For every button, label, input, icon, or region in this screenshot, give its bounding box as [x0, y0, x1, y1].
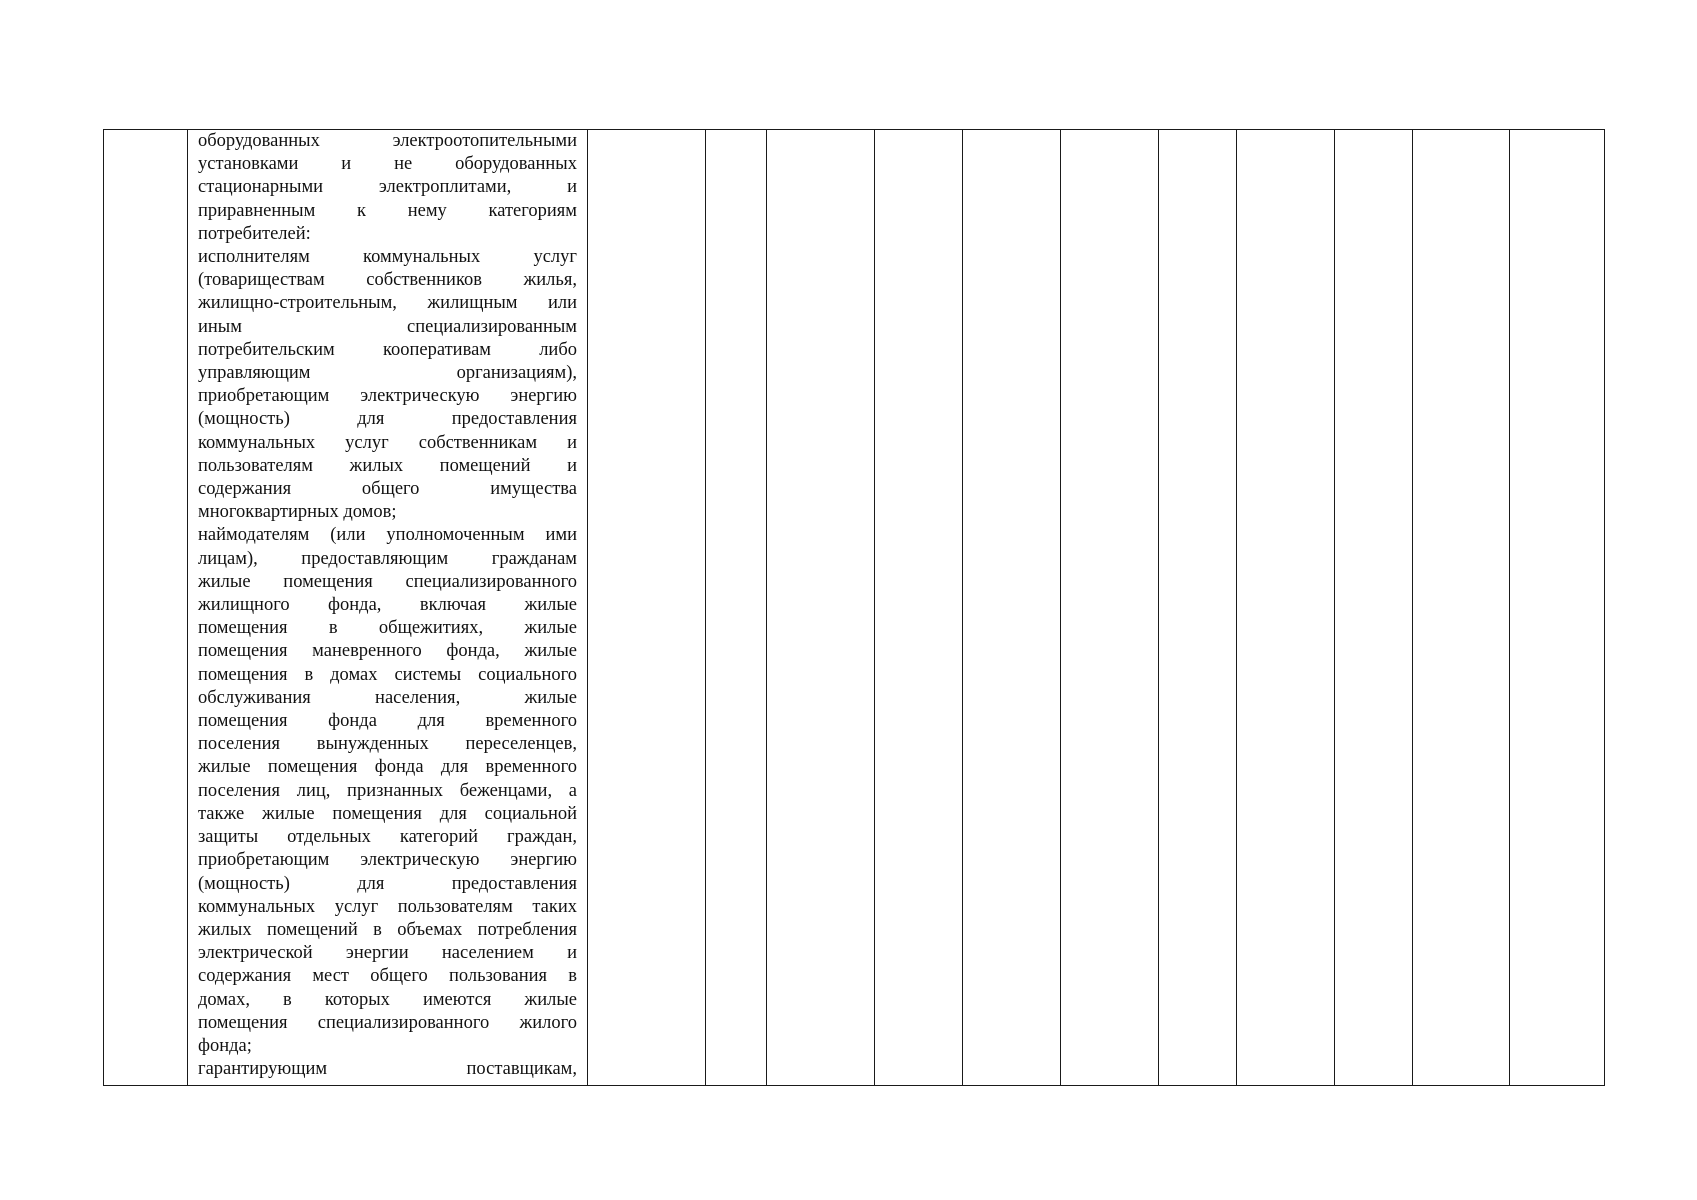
description-line: приобретающим электрическую энергию: [198, 850, 577, 871]
value-cell-5: [963, 130, 1061, 1086]
description-line: поселения вынужденных переселенцев,: [198, 734, 577, 755]
description-line: иным специализированным: [198, 316, 577, 337]
description-line: (товариществам собственников жилья,: [198, 270, 577, 291]
description-line: потребителей:: [198, 223, 311, 244]
value-cell-2: [706, 130, 767, 1086]
description-line: стационарными электроплитами, и: [198, 177, 577, 198]
value-cell-4: [875, 130, 963, 1086]
value-cell-6: [1061, 130, 1159, 1086]
description-line: помещения специализированного жилого: [198, 1012, 577, 1033]
row-number-cell: [104, 130, 188, 1086]
description-line: фонда;: [198, 1035, 252, 1056]
description-line: содержания мест общего пользования в: [198, 966, 577, 987]
value-cell-11: [1510, 130, 1605, 1086]
description-line: жилых помещений в объемах потребления: [198, 919, 577, 940]
description-line: приравненным к нему категориям: [198, 200, 577, 221]
description-line: жилищно-строительным, жилищным или: [198, 293, 577, 314]
value-cell-1: [588, 130, 706, 1086]
description-line: жилые помещения фонда для временного: [198, 757, 577, 778]
description-line: защиты отдельных категорий граждан,: [198, 827, 577, 848]
description-line: коммунальных услуг собственникам и: [198, 432, 577, 453]
description-line: поселения лиц, признанных беженцами, а: [198, 780, 577, 801]
description-line: коммунальных услуг пользователям таких: [198, 896, 577, 917]
tariff-table: [103, 129, 1605, 1086]
description-line: жилые помещения специализированного: [198, 571, 577, 592]
description-line: пользователям жилых помещений и: [198, 455, 577, 476]
description-line: помещения в домах системы социального: [198, 664, 577, 685]
value-cell-7: [1159, 130, 1237, 1086]
description-line: оборудованных электроотопительными: [198, 131, 577, 151]
value-cell-8: [1237, 130, 1335, 1086]
description-line: многоквартирных домов;: [198, 502, 397, 523]
description-line: также жилые помещения для социальной: [198, 803, 577, 824]
value-cell-9: [1335, 130, 1413, 1086]
value-cell-3: [767, 130, 875, 1086]
description-line: установками и не оборудованных: [198, 154, 577, 175]
description-line: наймодателям (или уполномоченным ими: [198, 525, 577, 546]
description-line: (мощность) для предоставления: [198, 409, 577, 430]
description-line: домах, в которых имеются жилые: [198, 989, 577, 1010]
description-line: гарантирующим поставщикам,: [198, 1059, 577, 1080]
description-cell: [188, 130, 588, 1086]
description-line: содержания общего имущества: [198, 479, 577, 500]
description-text: [198, 130, 577, 1081]
description-line: потребительским кооперативам либо: [198, 339, 577, 360]
description-line: помещения маневренного фонда, жилые: [198, 641, 577, 662]
description-line: приобретающим электрическую энергию: [198, 386, 577, 407]
description-line: лицам), предоставляющим гражданам: [198, 548, 577, 569]
description-line: (мощность) для предоставления: [198, 873, 577, 894]
value-cell-10: [1413, 130, 1510, 1086]
description-line: помещения фонда для временного: [198, 711, 577, 732]
description-line: исполнителям коммунальных услуг: [198, 247, 577, 268]
description-line: электрической энергии населением и: [198, 943, 577, 964]
description-line: управляющим организациям),: [198, 363, 577, 384]
description-line: помещения в общежитиях, жилые: [198, 618, 577, 639]
description-line: жилищного фонда, включая жилые: [198, 595, 577, 616]
description-line: обслуживания населения, жилые: [198, 687, 577, 708]
table-row: [104, 130, 1605, 1086]
